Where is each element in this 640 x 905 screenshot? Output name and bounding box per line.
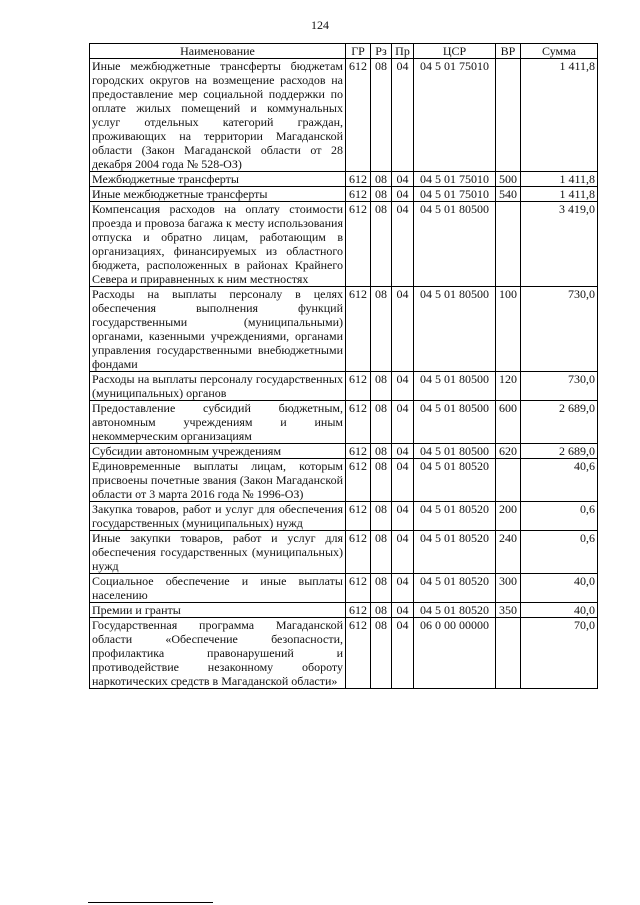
row-name: Социальное обеспечение и иные выплаты населению <box>90 574 346 603</box>
row-gr: 612 <box>346 172 371 187</box>
row-gr: 612 <box>346 459 371 502</box>
row-pr: 04 <box>392 187 414 202</box>
row-pr: 04 <box>392 502 414 531</box>
row-pr: 04 <box>392 618 414 689</box>
row-csr: 04 5 01 80500 <box>414 372 496 401</box>
row-name: Межбюджетные трансферты <box>90 172 346 187</box>
row-rz: 08 <box>371 603 392 618</box>
row-pr: 04 <box>392 287 414 372</box>
row-gr: 612 <box>346 531 371 574</box>
row-gr: 612 <box>346 202 371 287</box>
row-pr: 04 <box>392 59 414 172</box>
row-vr <box>496 59 521 172</box>
row-gr: 612 <box>346 372 371 401</box>
row-name: Единовременные выплаты лицам, которым присвоены почетные звания (Закон Магаданской области от 3 марта 2016 года № 1996-ОЗ) <box>90 459 346 502</box>
row-rz: 08 <box>371 172 392 187</box>
row-vr <box>496 202 521 287</box>
header-name: Наименование <box>90 44 346 59</box>
row-vr <box>496 618 521 689</box>
row-gr: 612 <box>346 574 371 603</box>
row-pr: 04 <box>392 444 414 459</box>
table-row <box>90 574 598 603</box>
table-body <box>90 59 598 689</box>
row-sum: 730,0 <box>521 287 598 372</box>
row-csr: 04 5 01 80520 <box>414 531 496 574</box>
row-csr: 04 5 01 80520 <box>414 574 496 603</box>
row-rz: 08 <box>371 618 392 689</box>
row-vr <box>496 459 521 502</box>
row-rz: 08 <box>371 287 392 372</box>
row-name: Компенсация расходов на оплату стоимости проезда и провоза багажа к месту использования отпуска и обратно лицам, работающим в организациях, финансируемых из областного бюджета, расположенных в районах Крайнего Севера и приравненных к ним местностях <box>90 202 346 287</box>
row-rz: 08 <box>371 187 392 202</box>
table-row <box>90 618 598 689</box>
row-csr: 04 5 01 80520 <box>414 603 496 618</box>
row-vr: 240 <box>496 531 521 574</box>
row-name: Иные закупки товаров, работ и услуг для обеспечения государственных (муниципальных) нужд <box>90 531 346 574</box>
header-sum: Сумма <box>521 44 598 59</box>
row-rz: 08 <box>371 372 392 401</box>
table-row <box>90 502 598 531</box>
row-rz: 08 <box>371 531 392 574</box>
row-gr: 612 <box>346 401 371 444</box>
row-name: Иные межбюджетные трансферты <box>90 187 346 202</box>
row-csr: 04 5 01 80500 <box>414 287 496 372</box>
row-vr: 350 <box>496 603 521 618</box>
row-sum: 40,6 <box>521 459 598 502</box>
budget-table <box>89 43 598 689</box>
header-row <box>90 44 598 59</box>
row-pr: 04 <box>392 202 414 287</box>
row-rz: 08 <box>371 444 392 459</box>
row-name: Закупка товаров, работ и услуг для обеспечения государственных (муниципальных) нужд <box>90 502 346 531</box>
header-gr: ГР <box>346 44 371 59</box>
row-vr: 540 <box>496 187 521 202</box>
row-sum: 40,0 <box>521 603 598 618</box>
row-csr: 04 5 01 80500 <box>414 401 496 444</box>
row-gr: 612 <box>346 444 371 459</box>
row-sum: 40,0 <box>521 574 598 603</box>
row-csr: 04 5 01 80520 <box>414 502 496 531</box>
table-row <box>90 372 598 401</box>
row-gr: 612 <box>346 502 371 531</box>
row-pr: 04 <box>392 172 414 187</box>
table-row <box>90 459 598 502</box>
row-sum: 1 411,8 <box>521 172 598 187</box>
footnote-divider <box>88 902 213 903</box>
table-row <box>90 401 598 444</box>
row-sum: 3 419,0 <box>521 202 598 287</box>
row-rz: 08 <box>371 401 392 444</box>
row-pr: 04 <box>392 574 414 603</box>
row-sum: 2 689,0 <box>521 444 598 459</box>
row-sum: 1 411,8 <box>521 59 598 172</box>
row-vr: 500 <box>496 172 521 187</box>
header-pr: Пр <box>392 44 414 59</box>
row-pr: 04 <box>392 459 414 502</box>
row-csr: 04 5 01 80520 <box>414 459 496 502</box>
table-row <box>90 444 598 459</box>
row-csr: 04 5 01 80500 <box>414 202 496 287</box>
row-rz: 08 <box>371 574 392 603</box>
row-csr: 04 5 01 75010 <box>414 187 496 202</box>
row-vr: 120 <box>496 372 521 401</box>
row-gr: 612 <box>346 187 371 202</box>
row-name: Расходы на выплаты персоналу государственных (муниципальных) органов <box>90 372 346 401</box>
row-name: Иные межбюджетные трансферты бюджетам городских округов на возмещение расходов на предоставление мер социальной поддержки по оплате жилых помещений и коммунальных услуг отдельных категорий граждан, проживающих на территории Магаданской области (Закон Магаданской области от 28 декабря 2004 года № 528-ОЗ) <box>90 59 346 172</box>
row-name: Государственная программа Магаданской области «Обеспечение безопасности, профилактика правонарушений и противодействие незаконному обороту наркотических средств в Магаданской области» <box>90 618 346 689</box>
table-row <box>90 603 598 618</box>
row-pr: 04 <box>392 372 414 401</box>
table-row <box>90 172 598 187</box>
row-name: Премии и гранты <box>90 603 346 618</box>
row-name: Субсидии автономным учреждениям <box>90 444 346 459</box>
table-row <box>90 59 598 172</box>
row-pr: 04 <box>392 531 414 574</box>
row-csr: 04 5 01 75010 <box>414 172 496 187</box>
row-pr: 04 <box>392 401 414 444</box>
row-sum: 1 411,8 <box>521 187 598 202</box>
row-pr: 04 <box>392 603 414 618</box>
row-gr: 612 <box>346 287 371 372</box>
row-sum: 0,6 <box>521 531 598 574</box>
table-row <box>90 202 598 287</box>
row-vr: 600 <box>496 401 521 444</box>
page-number: 124 <box>311 18 329 32</box>
row-sum: 2 689,0 <box>521 401 598 444</box>
row-gr: 612 <box>346 59 371 172</box>
row-csr: 04 5 01 80500 <box>414 444 496 459</box>
row-sum: 730,0 <box>521 372 598 401</box>
row-sum: 70,0 <box>521 618 598 689</box>
row-rz: 08 <box>371 502 392 531</box>
row-vr: 300 <box>496 574 521 603</box>
row-name: Расходы на выплаты персоналу в целях обеспечения выполнения функций государственными (муниципальными) органами, казенными учреждениями, органами управления государственными внебюджетными фондами <box>90 287 346 372</box>
row-gr: 612 <box>346 603 371 618</box>
row-vr: 100 <box>496 287 521 372</box>
row-csr: 04 5 01 75010 <box>414 59 496 172</box>
header-csr: ЦСР <box>414 44 496 59</box>
row-rz: 08 <box>371 459 392 502</box>
row-rz: 08 <box>371 202 392 287</box>
table-row <box>90 531 598 574</box>
row-name: Предоставление субсидий бюджетным, автономным учреждениям и иным некоммерческим организациям <box>90 401 346 444</box>
row-vr: 620 <box>496 444 521 459</box>
row-vr: 200 <box>496 502 521 531</box>
header-rz: Рз <box>371 44 392 59</box>
row-rz: 08 <box>371 59 392 172</box>
row-csr: 06 0 00 00000 <box>414 618 496 689</box>
row-sum: 0,6 <box>521 502 598 531</box>
table-row <box>90 187 598 202</box>
header-vr: ВР <box>496 44 521 59</box>
table-row <box>90 287 598 372</box>
row-gr: 612 <box>346 618 371 689</box>
